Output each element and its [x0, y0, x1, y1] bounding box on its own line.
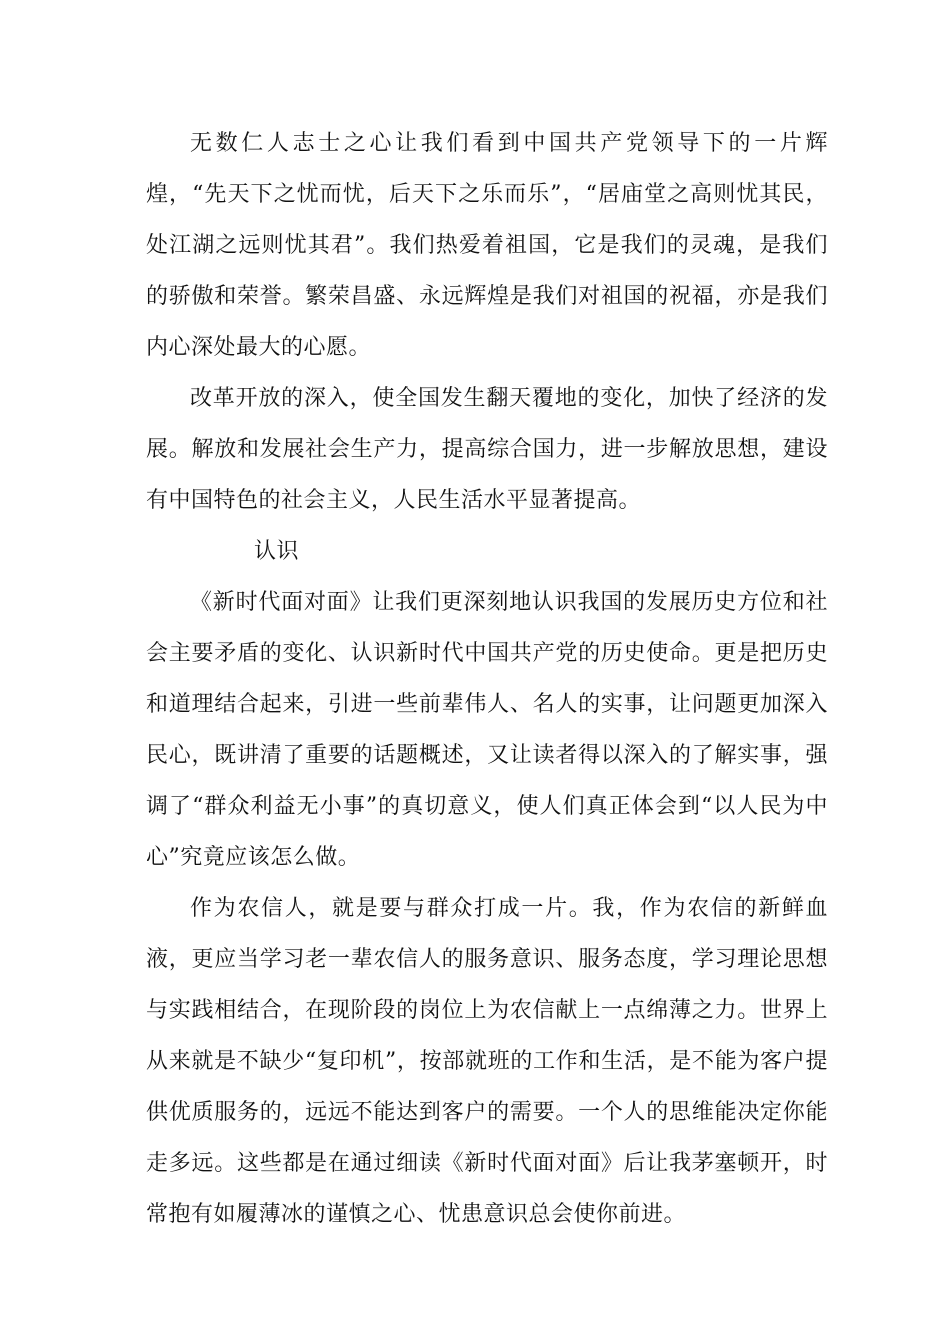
section-subheading: 认识 [254, 539, 300, 564]
paragraph-new-era: 《新时代面对面》让我们更深刻地认识我国的发展历史方位和社会主要矛盾的变化、认识新时代中国共产党的历史使命。更是把历史和道理结合起来，引进一些前辈伟人、名人的实事，让问题更加深入民心，既讲清了重要的话题概述，又让读者得以深入的了解实事，强调了“群众利益无小事”的真切意义，使人们真正体会到“以人民为中心”究竟应该怎么做。 [146, 590, 828, 870]
document-body [146, 118, 828, 1240]
paragraph-patriotism: 无数仁人志士之心让我们看到中国共产党领导下的一片辉煌，“先天下之忧而忧，后天下之乐而乐”，“居庙堂之高则忧其民，处江湖之远则忧其君”。我们热爱着祖国，它是我们的灵魂，是我们的骄傲和荣誉。繁荣昌盛、永远辉煌是我们对祖国的祝福，亦是我们内心深处最大的心愿。 [146, 131, 828, 360]
paragraph-rural-credit: 作为农信人，就是要与群众打成一片。我，作为农信的新鲜血液，更应当学习老一辈农信人的服务意识、服务态度，学习理论思想与实践相结合，在现阶段的岗位上为农信献上一点绵薄之力。世界上从来就是不缺少“复印机”，按部就班的工作和生活，是不能为客户提供优质服务的，远远不能达到客户的需要。一个人的思维能决定你能走多远。这些都是在通过细读《新时代面对面》后让我茅塞顿开，时常抱有如履薄冰的谨慎之心、忧患意识总会使你前进。 [146, 896, 828, 1227]
paragraph-reform: 改革开放的深入，使全国发生翻天覆地的变化，加快了经济的发展。解放和发展社会生产力，提高综合国力，进一步解放思想，建设有中国特色的社会主义，人民生活水平显著提高。 [146, 386, 828, 513]
